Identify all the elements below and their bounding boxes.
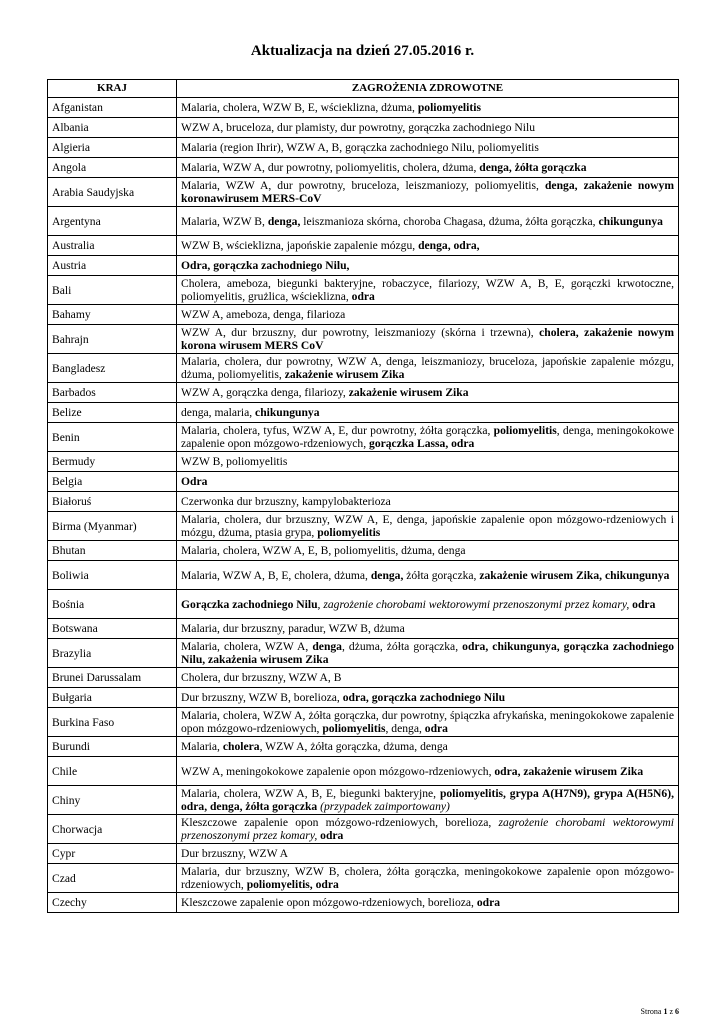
risk-text: WZW A, gorączka denga, filariozy, [181,386,349,399]
risk-text-italic: , zagrożenie chorobami wektorowymi przenoszonymi przez komary, [317,597,630,611]
table-row [48,305,679,325]
table-row [48,403,679,423]
risk-text-bold: poliomyelitis [493,424,557,437]
table-body [48,98,679,913]
risk-text: WZW B, wścieklizna, japońskie zapalenie mózgu, [181,239,419,252]
health-risks-cell [177,325,679,354]
risk-text: Dur brzuszny, WZW A [181,847,289,860]
risk-text: żółta gorączka, [403,568,480,582]
risk-text: WZW A, bruceloza, dur plamisty, dur powrotny, gorączka zachodniego Nilu [181,121,536,134]
health-risks-cell [177,236,679,256]
risk-text: Kleszczowe zapalenie opon mózgowo-rdzeniowych, borelioza, [181,816,499,829]
health-risks-cell [177,561,679,590]
country-cell: Birma (Myanmar) [48,512,177,541]
country-cell: Bermudy [48,452,177,472]
table-row [48,619,679,639]
footer-prefix: Strona [640,1007,664,1016]
table-row [48,236,679,256]
table-row [48,639,679,668]
country-cell: Austria [48,256,177,276]
country-cell: Brazylia [48,639,177,668]
health-risks-cell [177,452,679,472]
risk-text: , denga, meningokokowe zapalenie opon mózgowo-rdzeniowych, [181,424,674,450]
risk-text-italic: (przypadek zaimportowany) [320,800,450,813]
health-risks-cell [177,619,679,639]
health-risks-cell [177,590,679,619]
country-cell: Afganistan [48,98,177,118]
health-risks-cell [177,688,679,708]
risk-text-bold: odra [632,597,656,611]
risk-text-bold: denga, [267,214,301,228]
health-risks-cell [177,864,679,893]
risk-text-bold: gorączka Lassa, odra [369,437,475,450]
risk-text: Malaria, cholera, tyfus, WZW A, E, dur powrotny, żółta gorączka, [181,424,494,437]
risk-text: Malaria, dur brzuszny, WZW B, cholera, żółta gorączka, meningokokowe zapalenie opon mózgowo- rdzeniowych, [181,865,674,891]
footer-page-number: 1 [663,1007,668,1016]
health-risks-cell [177,354,679,383]
risk-text: WZW A, dur brzuszny, dur powrotny, leiszmaniozy (skórna i trzewna), [181,326,540,339]
country-cell: Cypr [48,844,177,864]
health-risks-cell [177,893,679,913]
health-risks-cell [177,383,679,403]
country-cell: Argentyna [48,207,177,236]
table-row [48,844,679,864]
risk-text: Malaria, [181,740,223,753]
risk-text-bold: zakażenie wirusem Zika [284,368,405,381]
country-cell: Botswana [48,619,177,639]
table-row [48,98,679,118]
country-cell: Benin [48,423,177,452]
health-risks-cell [177,492,679,512]
table-row [48,452,679,472]
column-header-risks: ZAGROŻENIA ZDROWOTNE [177,80,679,98]
risk-text: WZW A, ameboza, denga, filarioza [181,308,346,321]
health-risks-cell [177,512,679,541]
risk-text: Malaria, cholera, dur brzuszny, WZW A, E, denga, japońskie zapalenie opon mózgowo-rdzeniowych i mózgu, dżuma, ptasia grypa, [181,513,674,539]
risk-text-bold: poliomyelitis, grypa A(H7N9), grypa A(H5N6), odra, denga, żółta gorączka [181,787,674,813]
country-cell: Białoruś [48,492,177,512]
table-row [48,354,679,383]
country-cell: Bangladesz [48,354,177,383]
table-row [48,668,679,688]
risk-text-bold: Gorączka zachodniego Nilu [181,597,318,611]
risk-text: WZW A, meningokokowe zapalenie opon mózgowo-rdzeniowych, [181,764,495,778]
health-risks-cell [177,178,679,207]
risk-text: Cholera, ameboza, biegunki bakteryjne, robaczyce, filariozy, WZW A, B, E, gorączki krwotoczne, poliomyelitis, grużlica, wścieklizna, [181,277,674,303]
country-cell: Chiny [48,786,177,815]
risk-text: Kleszczowe zapalenie opon mózgowo-rdzeniowych, borelioza, [181,896,477,909]
table-row [48,786,679,815]
country-cell: Boliwia [48,561,177,590]
health-risks-cell [177,276,679,305]
table-row [48,737,679,757]
health-risks-cell [177,98,679,118]
country-cell: Albania [48,118,177,138]
country-cell: Bahrajn [48,325,177,354]
health-risks-cell [177,403,679,423]
table-row [48,158,679,178]
country-cell: Australia [48,236,177,256]
risk-text: Malaria (region Ihrir), WZW A, B, gorączka zachodniego Nilu, poliomyelitis [181,141,539,154]
health-risks-cell [177,423,679,452]
table-row [48,541,679,561]
risk-text: Czerwonka dur brzuszny, kampylobakterioza [181,495,391,508]
country-cell: Chile [48,757,177,786]
risk-text-bold: poliomyelitis, odra [246,878,339,891]
risk-text: Malaria, cholera, WZW B, E, wścieklizna, dżuma, [181,101,418,114]
risk-text: Malaria, WZW A, dur powrotny, poliomyelitis, cholera, dżuma, [181,161,480,174]
risk-text: , denga, [385,722,425,735]
country-cell: Czechy [48,893,177,913]
risk-text: , WZW A, żółta gorączka, dżuma, denga [259,740,448,753]
table-row [48,512,679,541]
country-cell: Barbados [48,383,177,403]
health-risks-cell [177,737,679,757]
country-cell: Bali [48,276,177,305]
country-cell: Bahamy [48,305,177,325]
health-risks-cell [177,118,679,138]
country-cell: Bhutan [48,541,177,561]
health-risks-cell [177,305,679,325]
risk-text: , dżuma, żółta gorączka, [341,640,463,653]
risk-text-bold: cholera, zakażenie nowym korona wirusem MERS CoV [181,326,674,352]
table-row [48,207,679,236]
table-row [48,815,679,844]
table-row [48,688,679,708]
country-cell: Angola [48,158,177,178]
table-row [48,864,679,893]
table-row [48,492,679,512]
health-risks-cell [177,158,679,178]
table-row [48,757,679,786]
risk-text-bold: cholera [222,740,260,753]
risk-text-bold: odra [320,829,344,842]
risk-text-bold: denga, odra, [418,239,480,252]
risk-text-bold: Odra [181,475,208,488]
table-row [48,325,679,354]
health-risks-cell [177,786,679,815]
risk-text: Malaria, WZW B, [181,214,268,228]
health-risks-cell [177,256,679,276]
risk-text-italic: zagrożenie chorobami wektorowymi przenoszonymi przez komary, [181,816,674,842]
country-cell: Burundi [48,737,177,757]
table-row [48,708,679,737]
health-risks-cell [177,472,679,492]
country-cell: Arabia Saudyjska [48,178,177,207]
country-cell: Belgia [48,472,177,492]
risk-text: Malaria, WZW A, dur powrotny, bruceloza, leiszmaniozy, poliomyelitis, [181,179,545,192]
health-risks-cell [177,757,679,786]
health-risks-cell [177,668,679,688]
risk-text-bold: odra [424,722,448,735]
footer-page-total: 6 [675,1007,679,1016]
table-row [48,138,679,158]
risk-text-bold: odra, chikungunya, gorączka zachodniego Nilu, zakażenia wirusem Zika [181,640,674,666]
risk-text-bold: odra [476,896,501,909]
risk-text: denga, malaria, [181,406,256,419]
table-row [48,256,679,276]
risk-text-bold: denga, żółta gorączka [479,161,587,174]
health-risks-cell [177,639,679,668]
health-risks-cell [177,541,679,561]
risk-text: WZW B, poliomyelitis [181,455,288,468]
table-row [48,276,679,305]
table-row [48,590,679,619]
risk-text-bold: odra, gorączka zachodniego Nilu [342,691,506,704]
country-cell: Burkina Faso [48,708,177,737]
risk-text-bold: odra [351,290,375,303]
table-row [48,118,679,138]
footer-of: z [667,1007,675,1016]
risk-text: Malaria, dur brzuszny, paradur, WZW B, dżuma [181,622,405,635]
health-risks-cell [177,815,679,844]
risk-text: Malaria, cholera, WZW A, E, B, poliomyelitis, dżuma, denga [181,544,466,557]
country-cell: Algieria [48,138,177,158]
risk-text-bold: odra, zakażenie wirusem Zika [494,764,644,778]
page-title: Aktualizacja na dzień 27.05.2016 r. [250,43,475,59]
table-row [48,893,679,913]
table-row [48,178,679,207]
risk-text: Malaria, WZW A, B, E, cholera, dżuma, [181,568,371,582]
table-header-row [48,80,679,98]
health-risks-cell [177,708,679,737]
risk-text-bold: poliomyelitis [317,526,381,539]
health-risks-cell [177,207,679,236]
table-row [48,472,679,492]
risk-text: Cholera, dur brzuszny, WZW A, B [181,671,342,684]
risk-text-bold: poliomyelitis [417,101,481,114]
country-cell: Brunei Darussalam [48,668,177,688]
risk-text: Dur brzuszny, WZW B, borelioza, [181,691,343,704]
risk-text-bold: denga [312,640,342,653]
country-cell: Czad [48,864,177,893]
risk-text-bold: chikungunya [598,214,663,228]
risk-text: Malaria, cholera, WZW A, [181,640,313,653]
risk-text: Malaria, cholera, dur powrotny, WZW A, denga, leiszmaniozy, bruceloza, japońskie zapalenie mózgu, dżuma, poliomyelitis, [181,355,674,381]
column-header-country: KRAJ [48,80,177,98]
risk-text: Malaria, cholera, WZW A, B, E, biegunki bakteryjne, [181,787,440,800]
page-footer [0,1007,679,1016]
risk-text-bold: Odra, gorączka zachodniego Nilu, [181,259,350,272]
risk-text-bold: zakażenie wirusem Zika [348,386,469,399]
risk-text-bold: denga, [370,568,404,582]
table-row [48,561,679,590]
country-cell: Bośnia [48,590,177,619]
health-risks-cell [177,844,679,864]
table-row [48,423,679,452]
health-risks-cell [177,138,679,158]
risk-text-bold: zakażenie wirusem Zika, chikungunya [479,568,670,582]
country-cell: Belize [48,403,177,423]
risk-text-bold: chikungunya [255,406,320,419]
health-risks-table [47,79,679,913]
table-row [48,383,679,403]
country-cell: Bułgaria [48,688,177,708]
country-cell: Chorwacja [48,815,177,844]
risk-text: leiszmanioza skórna, choroba Chagasa, dżuma, żółta gorączka, [300,214,599,228]
risk-text: Malaria, cholera, WZW A, żółta gorączka, dur powrotny, śpiączka afrykańska, meningokokowe zapalenie opon mózgowo-rdzeniowych, [181,709,674,735]
risk-text-bold: denga, zakażenie nowym koronawirusem MERS-CoV [181,179,674,205]
risk-text-bold: poliomyelitis [322,722,386,735]
